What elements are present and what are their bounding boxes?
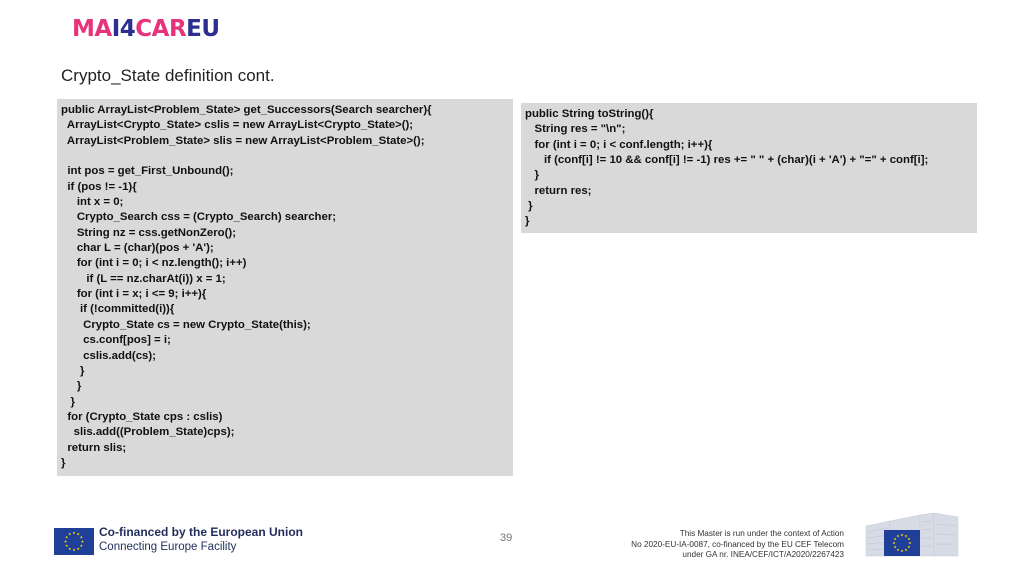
- code-block-to-string: [521, 103, 977, 233]
- logo-text-car: CAR: [135, 16, 187, 42]
- code-left-line: for (int i = x; i <= 9; i++){: [61, 288, 207, 301]
- logo-text-ma: MA: [72, 16, 112, 42]
- eu-star-icon: [65, 544, 68, 547]
- code-right-line: public String toString(){: [525, 108, 654, 120]
- slide-title: Crypto_State definition cont.: [61, 66, 275, 85]
- code-left-line: Crypto_Search css = (Crypto_Search) searcher;: [61, 211, 337, 224]
- eu-star-icon: [64, 540, 67, 543]
- cofinanced-line2: Connecting Europe Facility: [99, 541, 237, 553]
- eu-star-icon: [68, 533, 71, 536]
- code-left-line: cslis.add(cs);: [61, 349, 156, 362]
- code-left-line: }: [61, 364, 85, 377]
- code-left-line: Crypto_State cs = new Crypto_State(this);: [61, 318, 311, 331]
- code-left-line: String nz = css.getNonZero();: [61, 226, 236, 239]
- footer-note: [631, 529, 844, 561]
- code-left-line: slis.add((Problem_State)cps);: [61, 426, 235, 439]
- eu-star-icon: [65, 536, 68, 539]
- eu-star-icon: [80, 536, 83, 539]
- cofinanced-line1: Co-financed by the European Union: [99, 525, 304, 539]
- logo-text-eu: EU: [186, 16, 220, 42]
- code-left-line: int pos = get_First_Unbound();: [61, 165, 234, 178]
- code-left-line: [61, 149, 513, 164]
- eu-flag-icon: [54, 528, 94, 555]
- code-right-line: }: [525, 169, 539, 182]
- code-left-line: ArrayList<Crypto_State> cslis = new ArrayList<Crypto_State>();: [61, 119, 414, 132]
- footer-note-line2: No 2020-EU-IA-0087, co-financed by the EU CEF Telecom: [631, 539, 844, 549]
- eu-star-icon: [73, 549, 76, 552]
- eu-flag-stars: [54, 528, 94, 555]
- logo-text-i4: I4: [111, 16, 136, 42]
- code-left-line: for (int i = 0; i < nz.length(); i++): [61, 257, 247, 270]
- code-left-line: return slis;: [61, 441, 127, 454]
- code-right-line: if (conf[i] != 10 && conf[i] != -1) res += " " + (char)(i + 'A') + "=" + conf[i];: [525, 154, 929, 167]
- code-right-line: return res;: [525, 184, 592, 197]
- code-left-line: cs.conf[pos] = i;: [61, 334, 171, 347]
- code-left-line: }: [61, 456, 66, 469]
- page-number: 39: [500, 532, 513, 544]
- code-right-line: String res = "\n";: [525, 123, 626, 136]
- eu-star-icon: [73, 532, 76, 535]
- eu-star-icon: [68, 547, 71, 550]
- code-right-line: for (int i = 0; i < conf.length; i++){: [525, 138, 713, 151]
- eu-star-icon: [77, 547, 80, 550]
- code-left-line: int x = 0;: [61, 196, 124, 209]
- code-left-line: if (pos != -1){: [61, 180, 137, 193]
- code-left-line: for (Crypto_State cps : cslis): [61, 410, 223, 423]
- eu-star-icon: [80, 544, 83, 547]
- code-left-line: ArrayList<Problem_State> slis = new ArrayList<Problem_State>();: [61, 134, 425, 147]
- mai4careu-logo: [72, 14, 220, 44]
- code-left-line: char L = (char)(pos + 'A');: [61, 242, 214, 255]
- code-block-get-successors: [57, 99, 513, 476]
- code-right-line: }: [525, 215, 530, 228]
- code-left-line: }: [61, 380, 82, 393]
- eu-star-icon: [81, 540, 84, 543]
- eu-star-icon: [77, 533, 80, 536]
- code-left-line: if (!committed(i)){: [61, 303, 175, 316]
- code-left-line: if (L == nz.charAt(i)) x = 1;: [61, 272, 226, 285]
- code-right-line: }: [525, 200, 533, 213]
- european-commission-logo: [864, 512, 960, 558]
- code-left-line: public ArrayList<Problem_State> get_Successors(Search searcher){: [61, 104, 432, 116]
- footer-note-line1: This Master is run under the context of Action: [679, 529, 844, 538]
- footer-note-line3: under GA nr. INEA/CEF/ICT/A2020/2267423: [682, 550, 844, 559]
- code-left-line: }: [61, 395, 75, 408]
